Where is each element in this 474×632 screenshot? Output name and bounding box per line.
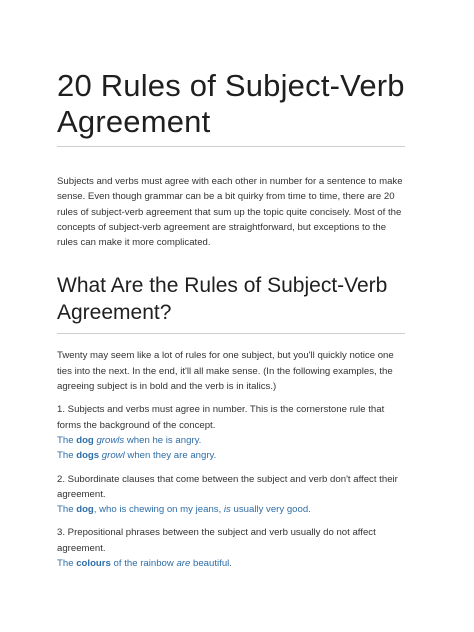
example-text: of the rainbow bbox=[110, 558, 177, 570]
page-title-line-2: Agreement bbox=[57, 104, 211, 139]
example-text: beautiful. bbox=[190, 558, 232, 570]
section-heading-line-1: What Are the Rules of Subject-Verb bbox=[57, 274, 388, 298]
section-heading bbox=[57, 272, 405, 326]
section-heading-line-2: Agreement? bbox=[57, 301, 172, 325]
rule-item bbox=[57, 402, 405, 463]
page-title-line-1: 20 Rules of Subject-Verb bbox=[57, 68, 405, 103]
rule-example bbox=[57, 556, 405, 571]
example-verb: growls bbox=[96, 434, 125, 446]
example-subject: dog bbox=[76, 434, 94, 446]
section-divider bbox=[57, 333, 405, 334]
rule-example bbox=[57, 433, 405, 448]
example-text: , who is chewing on my jeans, bbox=[93, 504, 224, 516]
rule-text: 2. Subordinate clauses that come between the subject and verb don't affect their agreement. bbox=[57, 473, 398, 500]
rule-item bbox=[57, 472, 405, 518]
example-text: when they are angry. bbox=[124, 450, 217, 462]
example-subject: colours bbox=[76, 558, 111, 570]
example-text: The bbox=[57, 504, 77, 516]
rule-item bbox=[57, 525, 405, 571]
rule-text: 1. Subjects and verbs must agree in number. This is the cornerstone rule that forms the background of the concept. bbox=[57, 404, 385, 431]
rule-example bbox=[57, 448, 405, 463]
page-title bbox=[57, 68, 405, 140]
rules-list bbox=[57, 402, 405, 571]
title-divider bbox=[57, 146, 405, 147]
example-text: usually very good. bbox=[230, 504, 311, 516]
example-text: when he is angry. bbox=[124, 434, 202, 446]
example-subject: dog bbox=[76, 504, 94, 516]
example-verb: are bbox=[176, 558, 191, 570]
example-text: The bbox=[57, 558, 77, 570]
example-text: The bbox=[57, 434, 77, 446]
example-subject: dogs bbox=[76, 450, 100, 462]
example-verb: growl bbox=[101, 450, 125, 462]
example-text: The bbox=[57, 450, 77, 462]
document-page bbox=[57, 68, 405, 571]
intro-paragraph: Subjects and verbs must agree with each other in number for a sentence to make sense. Even though grammar can be a bit quirky from time to time, there are 20 rules of subject-verb agreement that sum up the topic quite concisely. Most of the concepts of subject-verb agreement are straightforward, but exceptions to the rules can make it more complicated. bbox=[57, 176, 403, 249]
example-verb: is bbox=[223, 504, 231, 516]
rule-example bbox=[57, 502, 405, 517]
rule-text: 3. Prepositional phrases between the subject and verb usually do not affect agreement. bbox=[57, 527, 376, 554]
section-intro-paragraph: Twenty may seem like a lot of rules for one subject, but you'll quickly notice one ties into the next. In the end, it'll all make sense. (In the following examples, the agreeing subject is in bold and the verb is in italics.) bbox=[57, 350, 394, 393]
